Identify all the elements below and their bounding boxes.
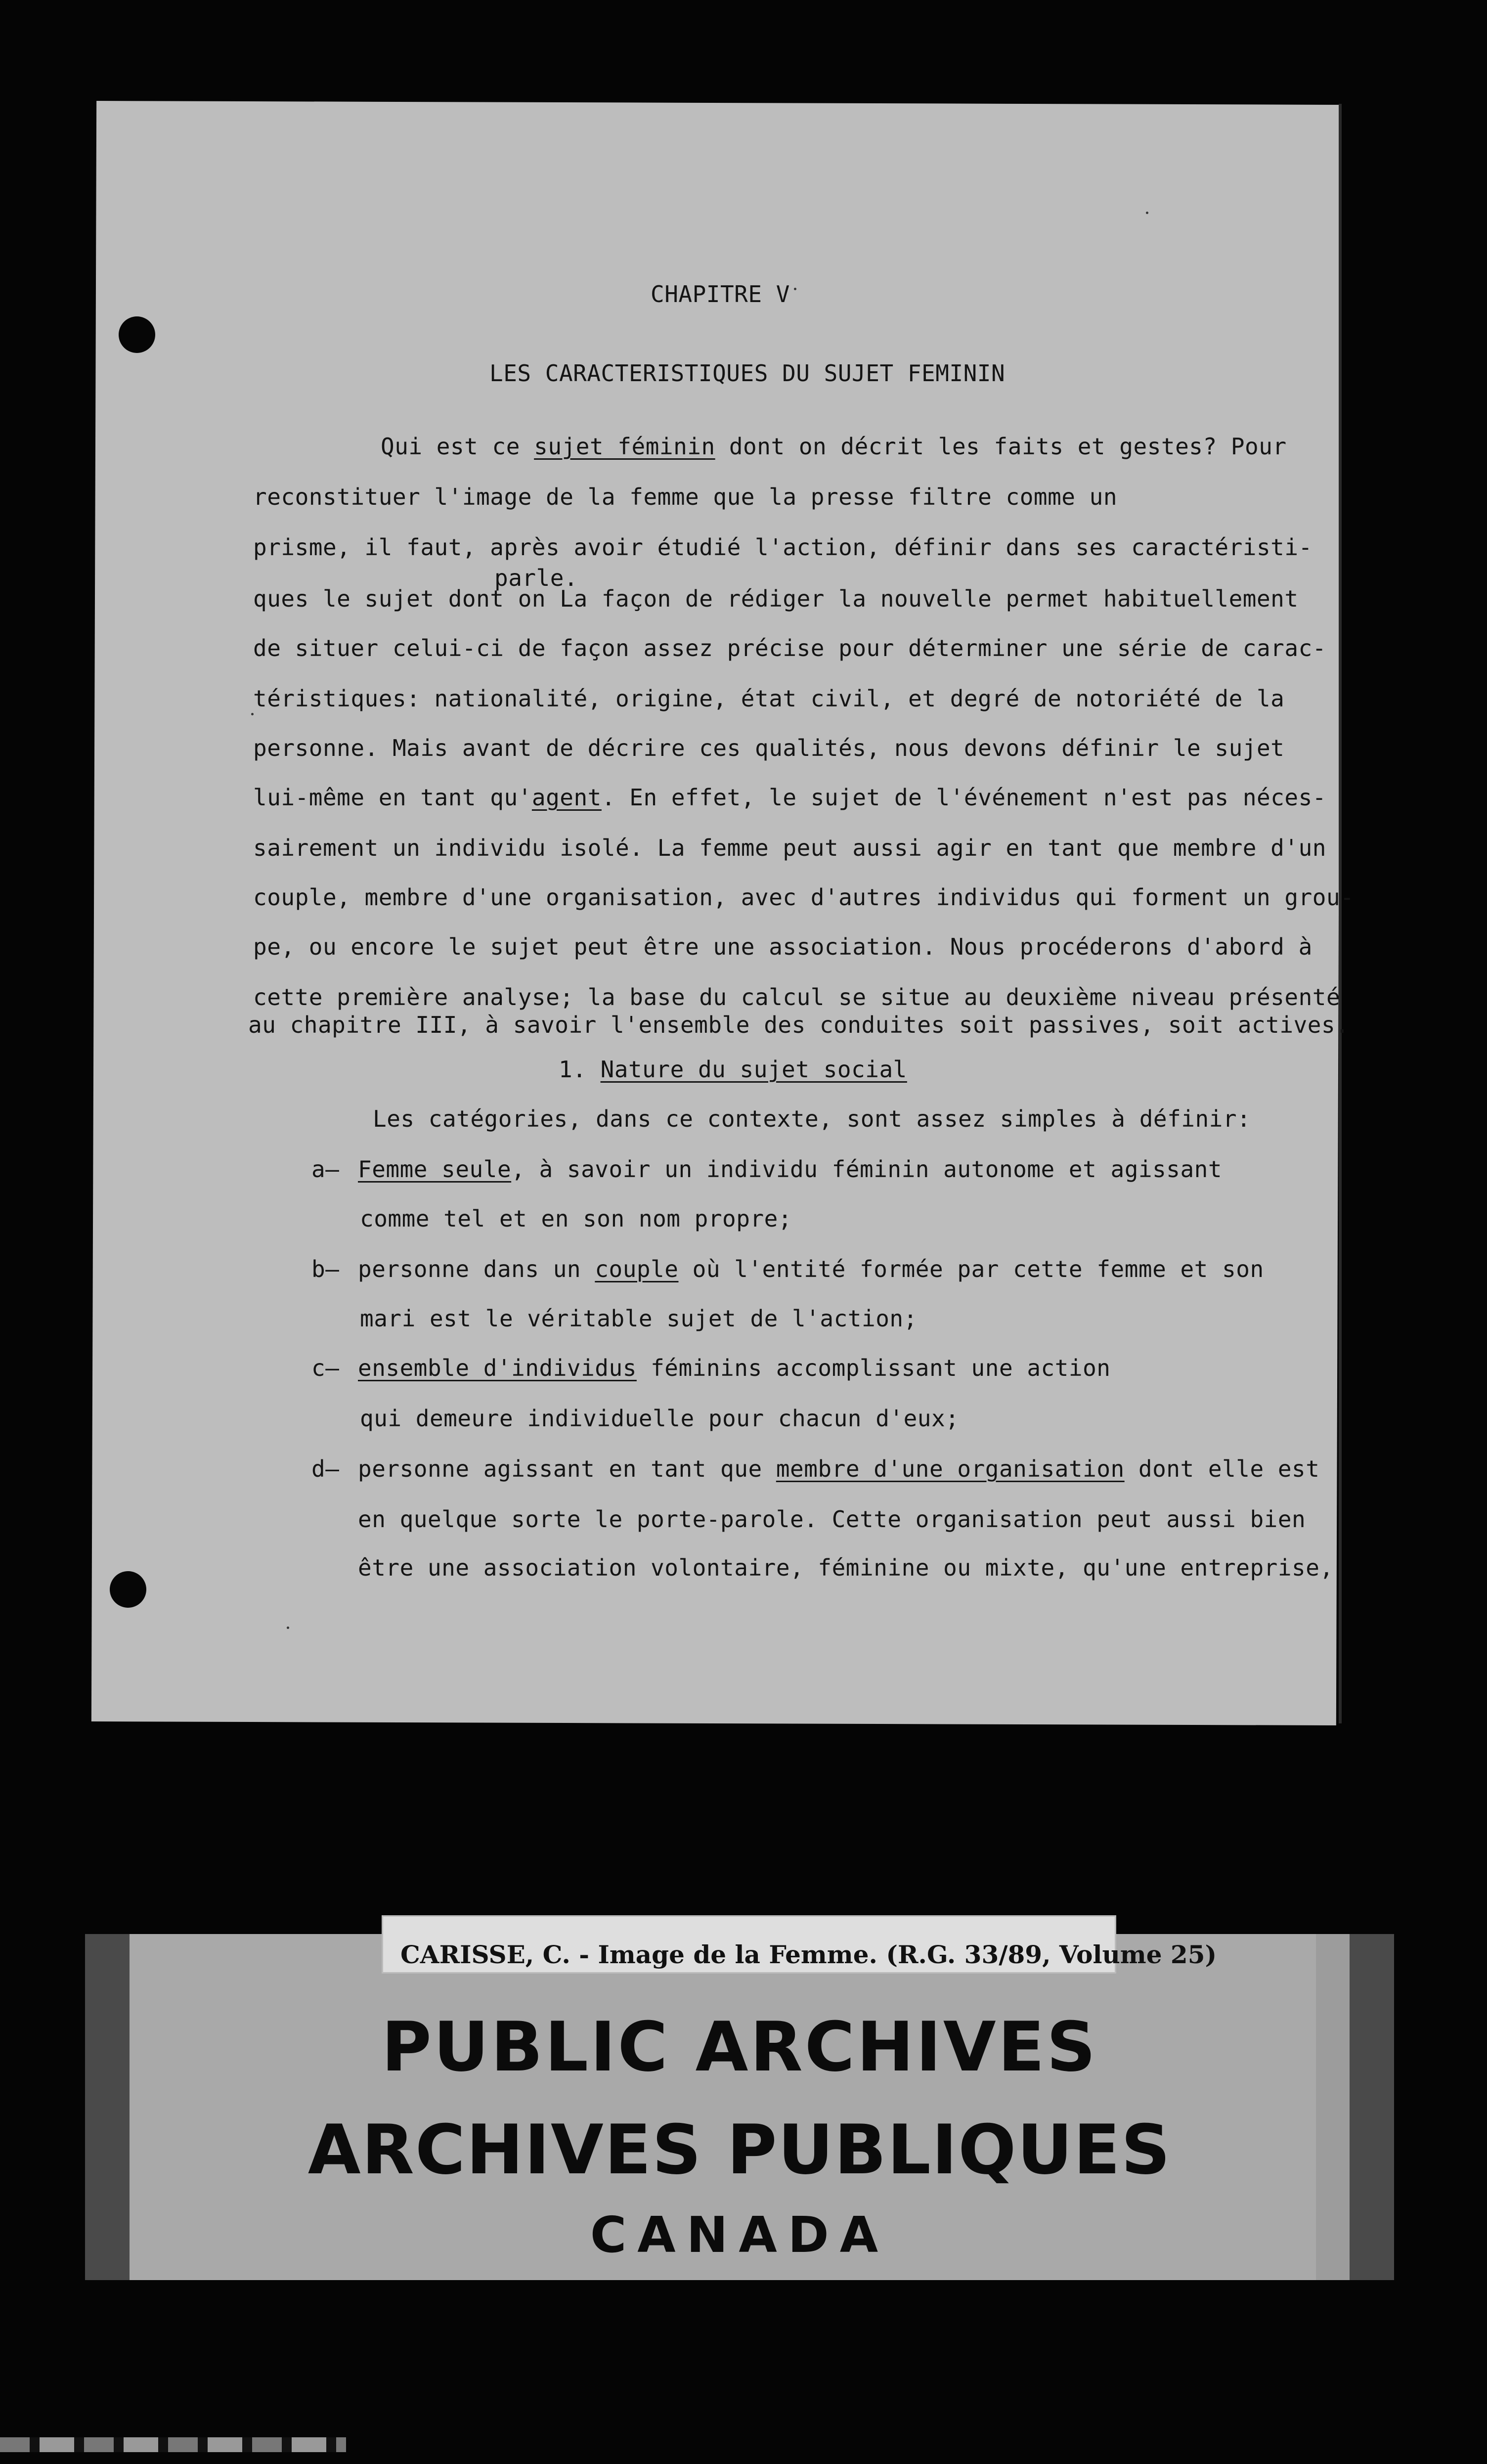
underlined-term: sujet féminin [534,433,715,460]
list-item-line: personne agissant en tant que membre d'une organisation dont elle est [358,1455,1320,1482]
list-item-line: personne dans un couple où l'entité formée par cette femme et son [358,1256,1264,1282]
paragraph-line: reconstituer l'image de la femme que la presse filtre comme un [253,484,1118,510]
list-item-line: mari est le véritable sujet de l'action; [360,1305,918,1332]
paragraph-line: pe, ou encore le sujet peut être une association. Nous procéderons d'abord à [253,933,1312,960]
paragraph-line: sairement un individu isolé. La femme peut aussi agir en tant que membre d'un [253,835,1326,861]
handwritten-insertion: parle. [494,565,578,591]
reference-citation: CARISSE, C. - Image de la Femme. (R.G. 33/89, Volume 25) [400,1940,1217,1969]
underlined-term: membre d'une organisation [776,1455,1125,1482]
chapter-heading: CHAPITRE V [651,281,790,308]
paragraph-line: au chapitre III, à savoir l'ensemble des conduites soit passives, soit actives. [248,1012,1350,1038]
paragraph-line: prisme, il faut, après avoir étudié l'action, définir dans ses caractéristi- [253,534,1312,561]
paragraph-line: de situer celui-ci de façon assez précise pour déterminer une série de carac- [253,635,1326,661]
paragraph-line: personne. Mais avant de décrire ces qualités, nous devons définir le sujet [253,735,1285,761]
list-letter: d— [311,1455,340,1482]
underlined-term: agent [531,784,602,811]
list-letter: c— [311,1355,340,1381]
paragraph-line: cette première analyse; la base du calcul se situe au deuxième niveau présenté [253,984,1341,1011]
list-item-line: Femme seule, à savoir un individu féminin autonome et agissant [358,1156,1223,1183]
stamp-archives-publiques: ARCHIVES PUBLIQUES [307,2110,1172,2190]
list-letter: b— [311,1256,340,1282]
section-heading: 1. Nature du sujet social [559,1056,907,1083]
list-item-line: qui demeure individuelle pour chacun d'eux; [360,1405,960,1432]
paragraph-line: téristiques: nationalité, origine, état civil, et degré de notoriété de la [253,685,1285,712]
chapter-title: LES CARACTERISTIQUES DU SUJET FEMININ [489,360,1006,387]
section-title: Nature du sujet social [600,1056,907,1083]
punch-hole-top [119,316,155,353]
paragraph-line: Qui est ce sujet féminin dont on décrit les faits et gestes? Pour [381,433,1287,460]
list-intro: Les catégories, dans ce contexte, sont assez simples à définir: [373,1105,1251,1132]
list-letter: a— [311,1156,340,1183]
list-item-line: comme tel et en son nom propre; [360,1205,792,1232]
stamp-canada: CANADA [590,2206,889,2264]
paragraph-line: ques le sujet dont on La façon de rédiger la nouvelle permet habituellement [253,585,1299,612]
stamp-public-archives: PUBLIC ARCHIVES [381,2007,1098,2087]
page-edge-shadow [1339,104,1342,1723]
underlined-term: couple [595,1256,679,1282]
paragraph-line: couple, membre d'une organisation, avec d'autres individus qui forment un grou- [253,884,1355,911]
speck [1146,212,1148,214]
punch-hole-bottom [110,1571,146,1608]
film-edge-strip [0,2437,346,2452]
list-item-line: être une association volontaire, féminine ou mixte, qu'une entreprise, [358,1554,1334,1581]
list-item-line: en quelque sorte le porte-parole. Cette organisation peut aussi bien [358,1506,1306,1533]
underlined-term: Femme seule [358,1156,512,1183]
list-item-line: ensemble d'individus féminins accomplissant une action [358,1355,1111,1381]
speck [287,1627,289,1629]
paragraph-line: lui-même en tant qu'agent. En effet, le sujet de l'événement n'est pas néces- [253,784,1326,811]
speck [251,713,254,715]
underlined-term: ensemble d'individus [358,1355,637,1381]
speck [794,288,796,290]
